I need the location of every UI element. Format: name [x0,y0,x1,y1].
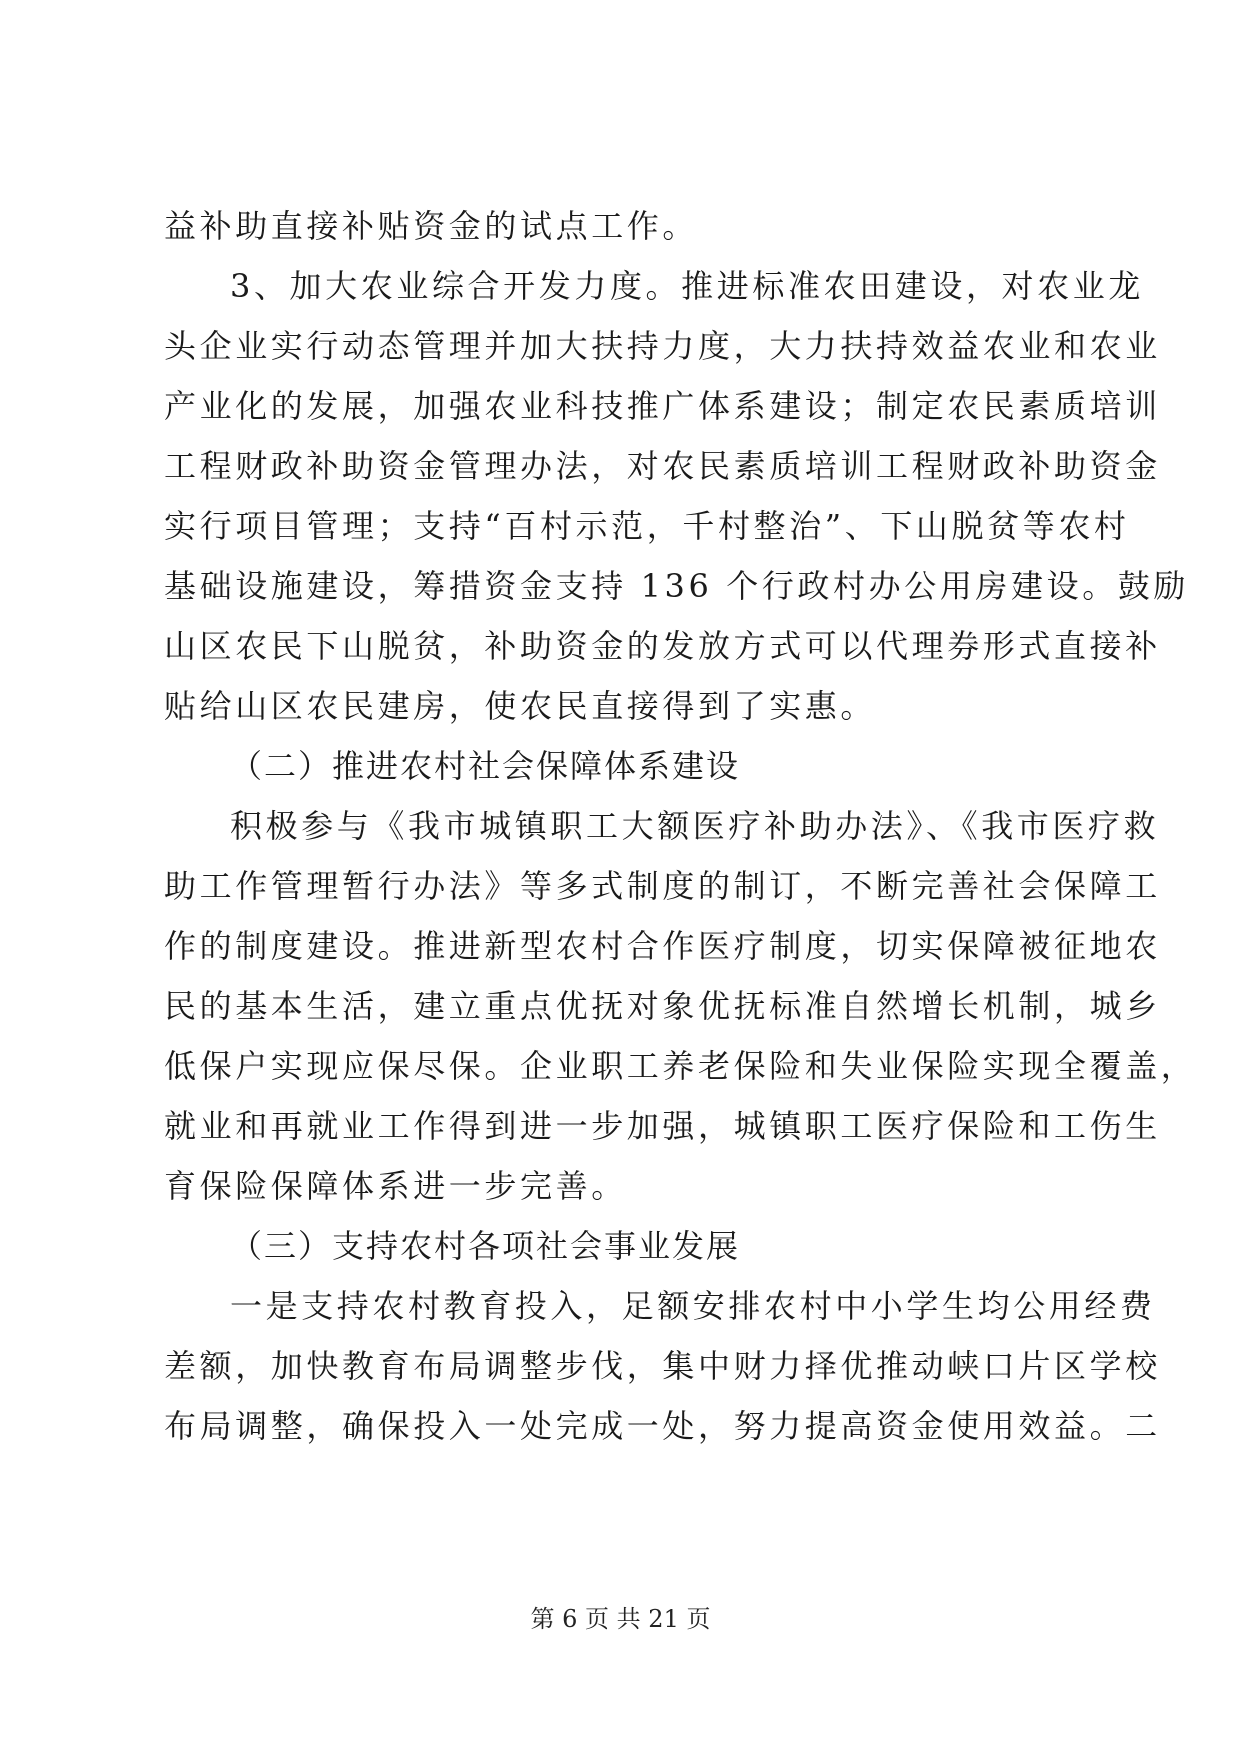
page-number: 第 6 页 共 21 页 [530,1605,711,1633]
text-line: 民的基本生活，建立重点优抚对象优抚标准自然增长机制，城乡 [164,987,1161,1025]
text-line: 头企业实行动态管理并加大扶持力度，大力扶持效益农业和农业 [164,327,1161,365]
text-line: 产业化的发展，加强农业科技推广体系建设；制定农民素质培训 [164,387,1161,425]
text-line: 山区农民下山脱贫，补助资金的发放方式可以代理券形式直接补 [164,627,1161,665]
text-line: 一是支持农村教育投入，足额安排农村中小学生均公用经费 [230,1287,1156,1325]
text-line: 积极参与《我市城镇职工大额医疗补助办法》、《我市医疗救 [230,807,1160,845]
text-line: 差额，加快教育布局调整步伐，集中财力择优推动峡口片区学校 [164,1347,1161,1385]
text-line: 低保户实现应保尽保。企业职工养老保险和失业保险实现全覆盖， [164,1047,1197,1085]
text-line: 作的制度建设。推进新型农村合作医疗制度，切实保障被征地农 [164,927,1161,965]
section-heading: （二）推进农村社会保障体系建设 [230,747,741,785]
section-heading: （三）支持农村各项社会事业发展 [230,1227,741,1265]
text-line: 3、加大农业综合开发力度。推进标准农田建设，对农业龙 [230,267,1144,305]
text-line: 实行项目管理；支持“百村示范，千村整治”、下山脱贫等农村 [164,507,1130,545]
text-line: 助工作管理暂行办法》等多式制度的制订，不断完善社会保障工 [164,867,1161,905]
text-line: 贴给山区农民建房，使农民直接得到了实惠。 [164,687,877,725]
text-line: 工程财政补助资金管理办法，对农民素质培训工程财政补助资金 [164,447,1161,485]
text-line: 布局调整，确保投入一处完成一处，努力提高资金使用效益。二 [164,1407,1161,1445]
text-line: 就业和再就业工作得到进一步加强，城镇职工医疗保险和工伤生 [164,1107,1161,1145]
text-line: 益补助直接补贴资金的试点工作。 [164,207,699,245]
text-line: 基础设施建设，筹措资金支持 136 个行政村办公用房建设。鼓励 [164,567,1190,605]
text-line: 育保险保障体系进一步完善。 [164,1167,627,1205]
